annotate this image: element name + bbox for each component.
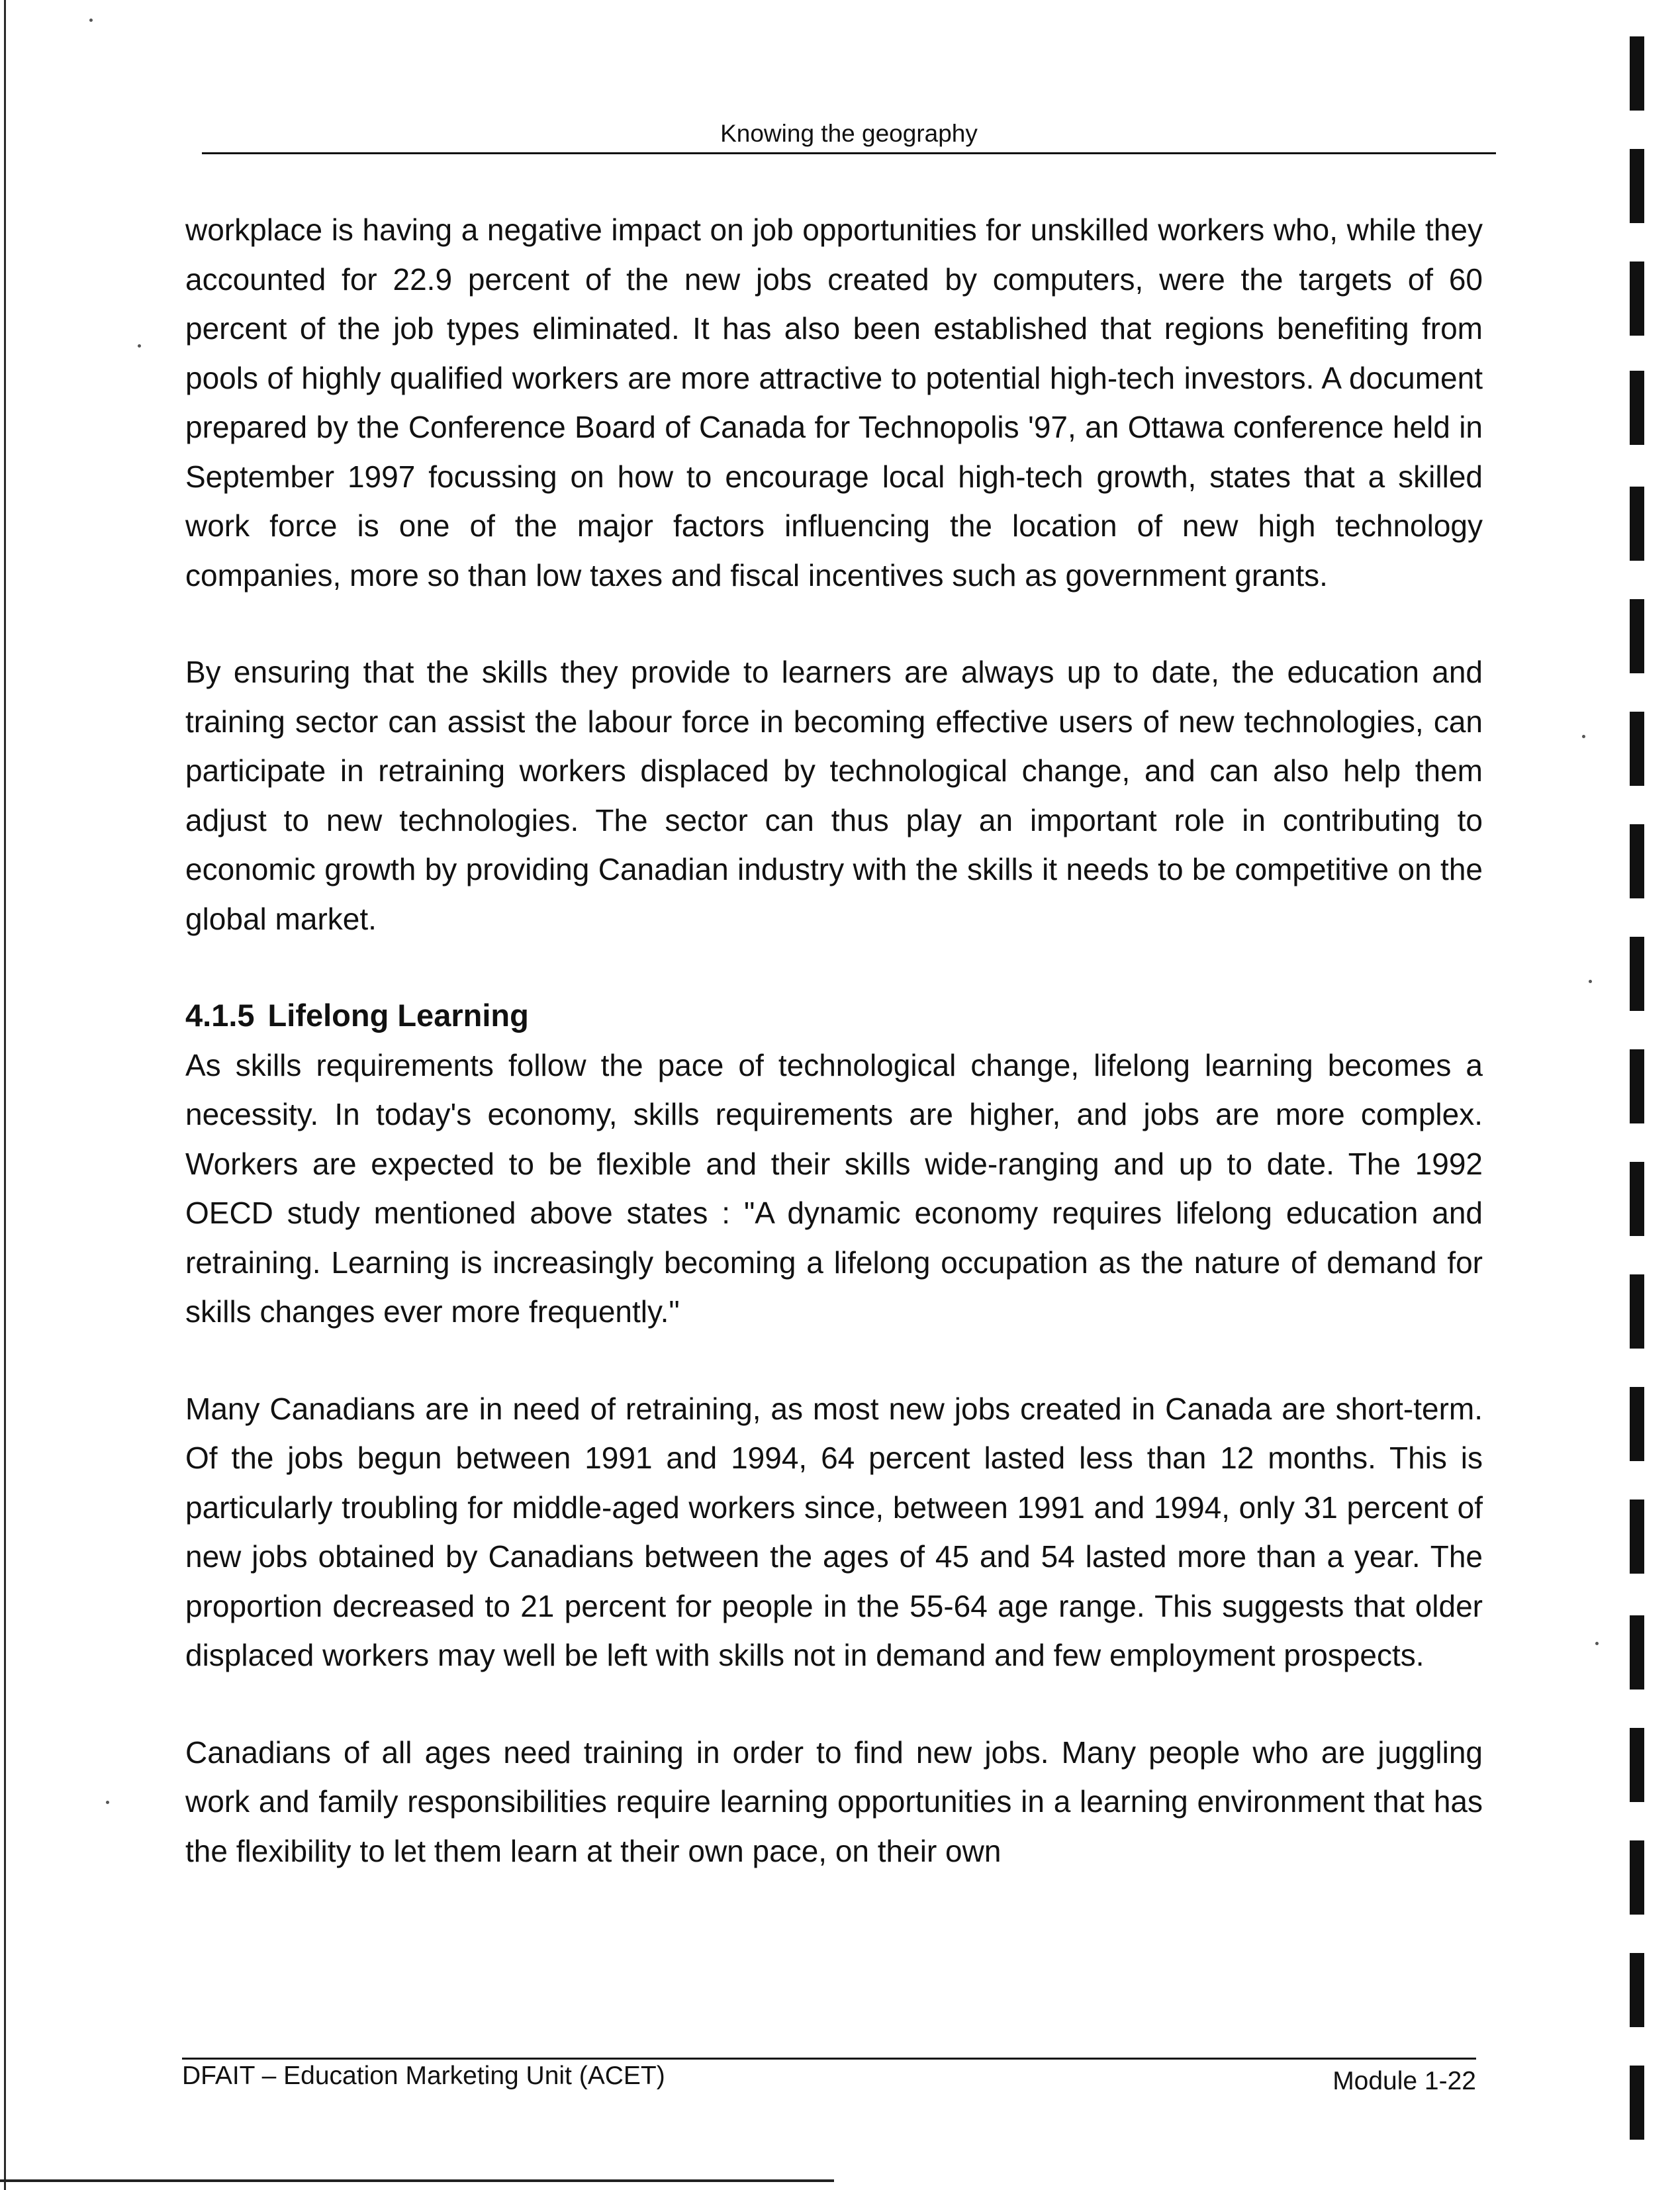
section-number: 4.1.5 — [185, 998, 255, 1033]
scan-speck — [1595, 1642, 1599, 1645]
scan-left-edge — [4, 0, 6, 2190]
footer-module-number: Module 1-22 — [1332, 2067, 1476, 2095]
margin-bar — [1630, 262, 1644, 336]
margin-bar — [1630, 824, 1644, 898]
scan-speck — [106, 1801, 109, 1804]
scan-speck — [1582, 735, 1585, 738]
running-header: Knowing the geography — [720, 120, 978, 147]
paragraph-skilled-workforce: workplace is having a negative impact on job opportunities for unskilled workers who, while they accounted for 22.9 percent of the new jobs created by computers, were the targets of 60 percent of the job types eliminated. It has also been established that regions benefiting from pools of highly qualified workers are more attractive to potential high-tech investors. A document prepared by the Conference Board of Canada for Technopolis '97, an Ottawa conference held in September 1997 focussing on how to encourage local high-tech growth, states that a skilled work force is one of the major factors influencing the location of new high technology companies, more so than low taxes and fiscal incentives such as government grants. — [185, 213, 1483, 593]
scan-speck — [138, 344, 141, 348]
margin-bar — [1630, 1049, 1644, 1123]
scan-margin-bars — [1630, 0, 1650, 2190]
margin-bar — [1630, 1728, 1644, 1802]
paragraph-education-sector-role: By ensuring that the skills they provide to learners are always up to date, the education and training sector can assist the labour force in becoming effective users of new technologies, can participate in retraining workers displaced by technological change, and can also help them adjust to new technologies. The sector can thus play an important role in contributing to economic growth by providing Canadian industry with the skills it needs to be competitive on the global market. — [185, 655, 1483, 936]
body-text — [185, 205, 1483, 1876]
margin-bar — [1630, 1953, 1644, 2027]
footer-organization: DFAIT – Education Marketing Unit (ACET) — [182, 2062, 665, 2090]
margin-bar — [1630, 1500, 1644, 1574]
section-heading — [185, 991, 1483, 1041]
paragraph-gap — [185, 600, 1483, 647]
margin-bar — [1630, 149, 1644, 223]
margin-bar — [1630, 599, 1644, 673]
paragraph-lifelong-learning: As skills requirements follow the pace of technological change, lifelong learning becomes a necessity. In today's economy, skills requirements are higher, and jobs are more complex. Workers are expected to be flexible and their skills wide-ranging and up to date. The 1992 OECD study mentioned above states : "A dynamic economy requires lifelong education and retraining. Learning is increasingly becoming a lifelong occupation as the nature of demand for skills changes ever more frequently." — [185, 1047, 1483, 1329]
header-rule — [202, 152, 1496, 154]
margin-bar — [1630, 36, 1644, 111]
paragraph-gap — [185, 1680, 1483, 1728]
margin-bar — [1630, 1162, 1644, 1236]
margin-bar — [1630, 371, 1644, 445]
margin-bar — [1630, 2066, 1644, 2140]
margin-bar — [1630, 712, 1644, 786]
margin-bar — [1630, 1615, 1644, 1690]
paragraph-training-all-ages: Canadians of all ages need training in order to find new jobs. Many people who are juggling work and family responsibilities require learning opportunities in a learning environment that has the flexibility to let them learn at their own pace, on their own — [185, 1735, 1483, 1868]
paragraph-gap — [185, 943, 1483, 991]
paragraph-gap — [185, 1337, 1483, 1384]
paragraph-retraining-need: Many Canadians are in need of retraining, as most new jobs created in Canada are short-term. Of the jobs begun between 1991 and 1994, 64 percent lasted less than 12 months. This is particularly troubling for middle-aged workers since, between 1991 and 1994, only 31 percent of new jobs obtained by Canadians between the ages of 45 and 54 lasted more than a year. The proportion decreased to 21 percent for people in the 55-64 age range. This suggests that older displaced workers may well be left with skills not in demand and few employment prospects. — [185, 1391, 1483, 1672]
margin-bar — [1630, 487, 1644, 561]
scan-speck — [1589, 980, 1592, 983]
scan-speck — [89, 19, 93, 22]
margin-bar — [1630, 1840, 1644, 1915]
section-title: Lifelong Learning — [267, 998, 529, 1033]
margin-bar — [1630, 937, 1644, 1011]
scan-bottom-edge — [0, 2179, 834, 2182]
margin-bar — [1630, 1274, 1644, 1349]
margin-bar — [1630, 1387, 1644, 1461]
